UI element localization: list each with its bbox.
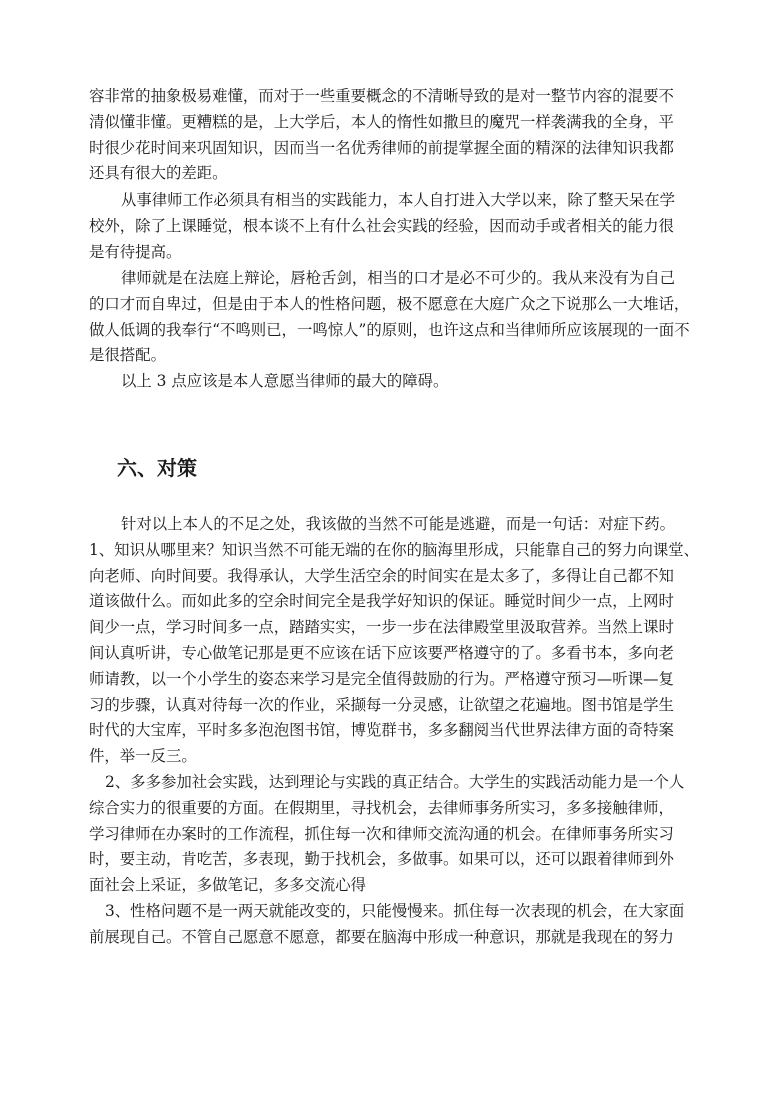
text-line: 3、性格问题不是一两天就能改变的，只能慢慢来。抓住每一次表现的机会，在大家面: [105, 902, 685, 920]
text-line: 面社会上采证，多做笔记，多多交流心得: [89, 876, 367, 895]
section-heading: 六、对策: [117, 456, 197, 480]
text-line: 学习律师在办案时的工作流程，抓住每一次和律师交流沟通的机会。在律师事务所实习: [89, 824, 674, 843]
text-line: 是有待提高。: [89, 242, 182, 261]
text-line: 前展现自己。不管自己愿意不愿意，都要在脑海中形成一种意识，那就是我现在的努力: [89, 927, 674, 946]
text-line: 习的步骤，认真对待每一次的作业，采撷每一分灵感，让欲望之花遍地。图书馆是学生: [89, 695, 674, 714]
text-line: 师请教，以一个小学生的姿态来学习是完全值得鼓励的行为。严格遵守预习—听课—复: [89, 669, 674, 688]
text-line: 时代的大宝库，平时多多泡泡图书馆，博览群书，多多翻阅当代世界法律方面的奇特案: [89, 721, 674, 740]
text-line: 1、知识从哪里来？知识当然不可能无端的在你的脑海里形成，只能靠自己的努力向课堂、: [89, 540, 700, 559]
text-line: 间少一点，学习时间多一点，踏踏实实，一步一步在法律殿堂里汲取营养。当然上课时: [89, 618, 674, 637]
text-line: 道该做什么。而如此多的空余时间完全是我学好知识的保证。睡觉时间少一点，上网时: [89, 592, 674, 611]
paragraph-knowledge-gap: [89, 84, 689, 187]
paragraph-summary: [89, 369, 689, 395]
paragraph-countermeasure-personality: [89, 899, 689, 951]
text-line: 综合实力的很重要的方面。在假期里，寻找机会，去律师事务所实习，多多接触律师，: [89, 798, 674, 817]
text-line: 清似懂非懂。更糟糕的是，上大学后，本人的惰性如撒旦的魔咒一样袭满我的全身，平: [89, 112, 674, 131]
paragraph-practice-gap: [89, 188, 689, 265]
paragraph-eloquence-gap: [89, 266, 689, 369]
text-line: 件，举一反三。: [89, 747, 197, 766]
text-line: 从事律师工作必须具有相当的实践能力，本人自打进入大学以来，除了整天呆在学: [121, 191, 676, 209]
paragraph-countermeasure-practice: [89, 770, 689, 899]
text-line: 的口才而自卑过，但是由于本人的性格问题，极不愿意在大庭广众之下说那么一大堆话，: [89, 294, 690, 313]
paragraph-countermeasure-knowledge: [89, 512, 700, 770]
text-line: 间认真听讲，专心做笔记那是更不应该在话下应该要严格遵守的了。多看书本，多向老: [89, 643, 674, 662]
text-line: 2、多多参加社会实践，达到理论与实践的真正结合。大学生的实践活动能力是一个人: [105, 773, 685, 791]
text-line: 校外，除了上课睡觉，根本谈不上有什么社会实践的经验，因而动手或者相关的能力很: [89, 216, 674, 235]
text-line: 做人低调的我奉行“不鸣则已，一鸣惊人”的原则，也许这点和当律师所应该展现的一面不: [89, 320, 690, 339]
text-line: 还具有很大的差距。: [89, 164, 228, 183]
text-line: 是很搭配。: [89, 346, 166, 365]
text-line: 时，要主动，肯吃苦，多表现，勤于找机会，多做事。如果可以，还可以跟着律师到外: [89, 850, 674, 869]
text-line: 针对以上本人的不足之处，我该做的当然不可能是逃避，而是一句话：对症下药。: [121, 515, 676, 533]
text-line: 容非常的抽象极易难懂，而对于一些重要概念的不清晰导致的是对一整节内容的混要不: [89, 87, 674, 105]
text-line: 以上 3 点应该是本人意愿当律师的最大的障碍。: [121, 372, 449, 390]
text-line: 律师就是在法庭上辩论，唇枪舌剑，相当的口才是必不可少的。我从来没有为自己: [121, 269, 676, 287]
text-line: 时很少花时间来巩固知识，因而当一名优秀律师的前提掌握全面的精深的法律知识我都: [89, 138, 674, 157]
text-line: 向老师、向时间要。我得承认，大学生活空余的时间实在是太多了，多得让自己都不知: [89, 566, 674, 585]
